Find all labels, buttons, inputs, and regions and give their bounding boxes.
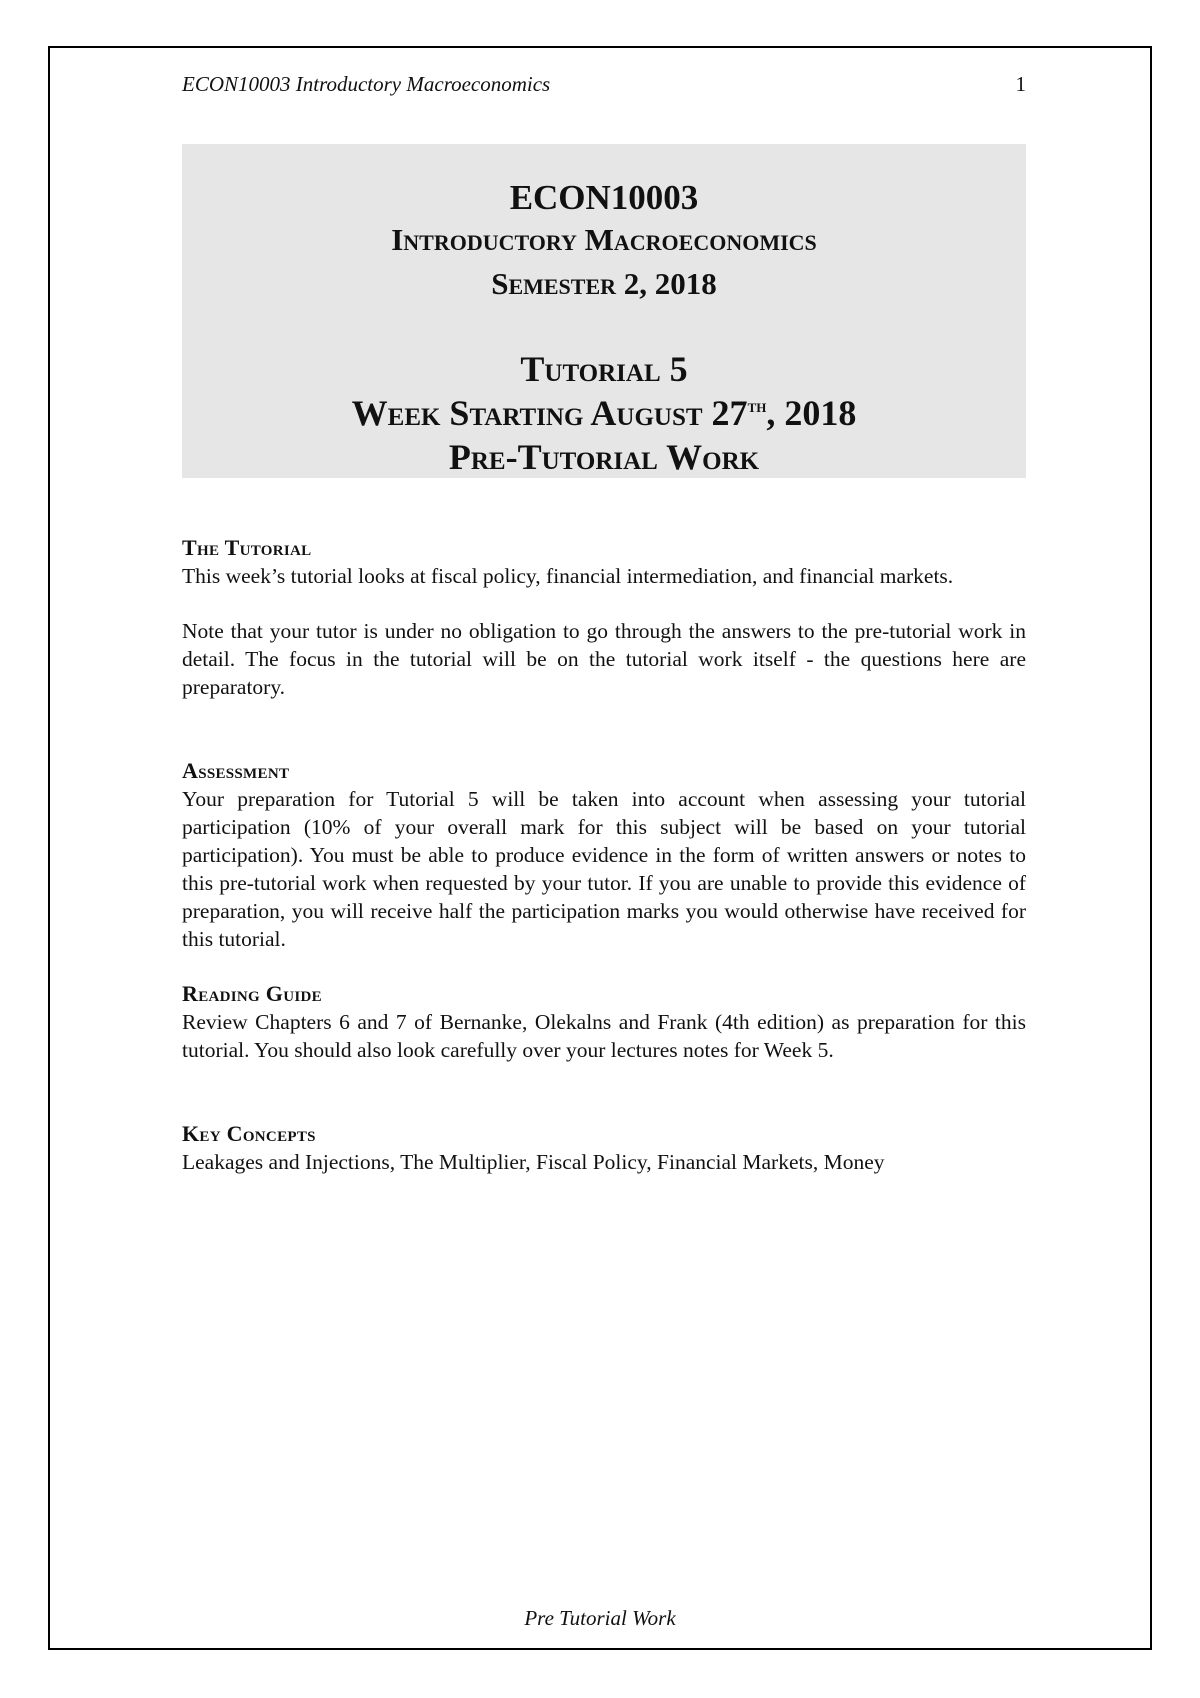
section-paragraph: This week’s tutorial looks at fiscal policy, financial intermediation, and financial markets. [182, 564, 954, 588]
work-type: Pre-Tutorial Work [448, 437, 760, 477]
section-assessment [182, 757, 1026, 953]
running-header-title: ECON10003 Introductory Macroeconomics [182, 72, 551, 96]
week-starting-text: Week Starting August 27 [351, 393, 748, 433]
running-footer: Pre Tutorial Work [524, 1606, 676, 1630]
tutorial-number: Tutorial 5 [520, 349, 688, 389]
week-starting [182, 392, 1026, 434]
section-heading: Reading Guide [182, 981, 322, 1006]
section-reading-guide [182, 980, 1026, 1064]
section-heading: The Tutorial [182, 535, 312, 560]
course-code: ECON10003 [509, 178, 699, 217]
week-starting-ordinal: th [747, 396, 767, 416]
course-subject: Introductory Macroeconomics [391, 222, 817, 257]
page-number: 1 [1015, 72, 1026, 96]
section-the-tutorial [182, 534, 1026, 701]
section-paragraph: Leakages and Injections, The Multiplier, Fiscal Policy, Financial Markets, Money [182, 1150, 885, 1174]
section-paragraph: Review Chapters 6 and 7 of Bernanke, Olekalns and Frank (4th edition) as preparation for this tutorial. You should also look carefully over your lectures notes for Week 5. [182, 1010, 1026, 1062]
section-paragraph: Your preparation for Tutorial 5 will be taken into account when assessing your tutorial participation (10% of your overall mark for this subject will be based on your tutorial participation). You must be able to produce evidence in the form of written answers or notes to this pre-tutorial work when requested by your tutor. If you are unable to provide this evidence of preparation, you will receive half the participation marks you would otherwise have received for this tutorial. [182, 787, 1026, 951]
section-key-concepts [182, 1120, 1026, 1176]
semester: Semester 2, 2018 [491, 266, 717, 301]
section-paragraph: Note that your tutor is under no obligation to go through the answers to the pre-tutorial work in detail. The focus in the tutorial will be on the tutorial work itself - the questions here are preparatory. [182, 619, 1026, 699]
week-starting-year: , 2018 [766, 393, 857, 433]
section-heading: Assessment [182, 758, 290, 783]
section-heading: Key Concepts [182, 1121, 316, 1146]
title-block [182, 144, 1026, 478]
